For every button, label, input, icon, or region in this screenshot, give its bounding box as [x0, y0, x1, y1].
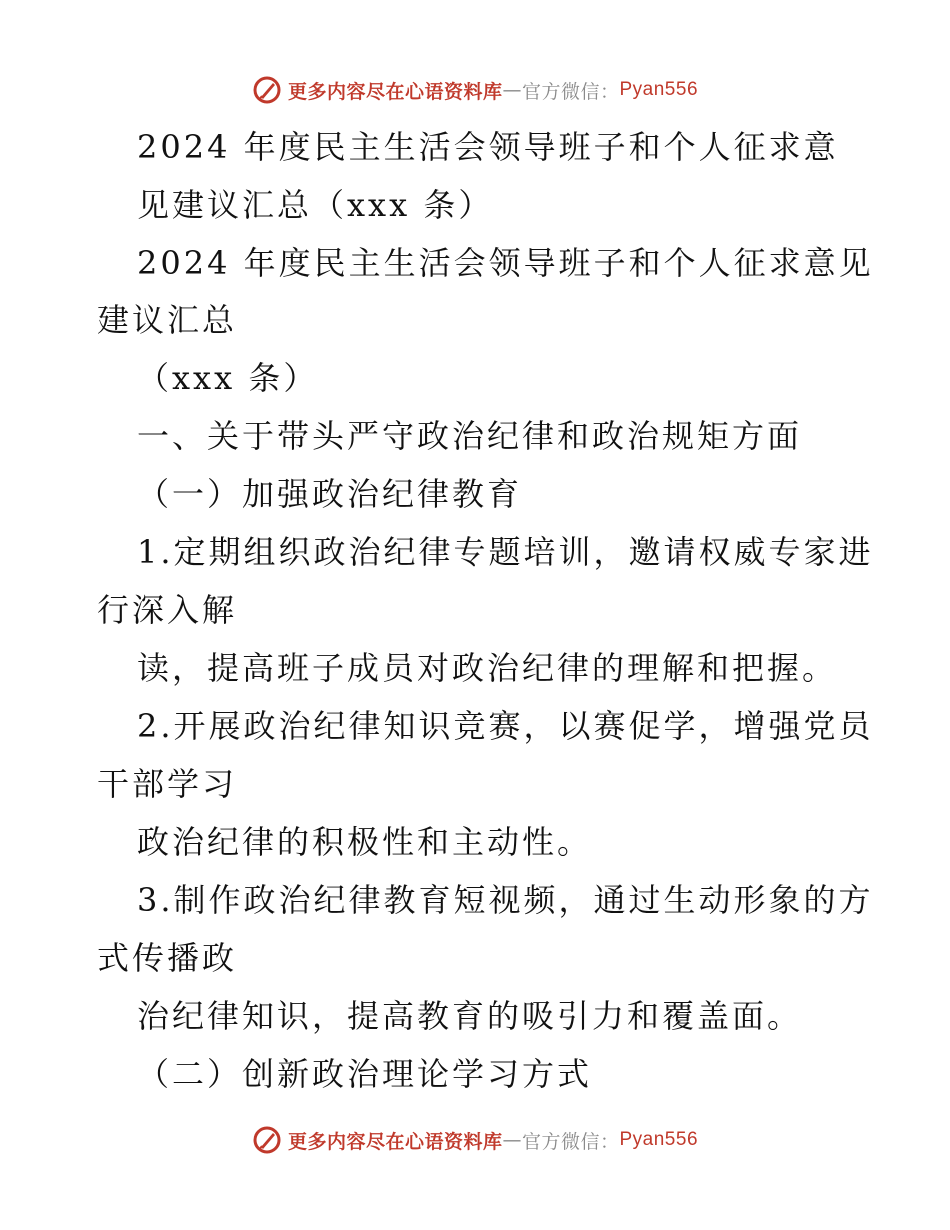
quill-logo-icon [252, 75, 282, 105]
doc-subtitle-line-1: 2024 年度民主生活会领导班子和个人征求意见 [137, 244, 874, 282]
quill-logo-icon [252, 1125, 282, 1155]
item-2-line-2: 干部学习 [97, 765, 238, 803]
item-1-line-2: 行深入解 [97, 591, 238, 629]
item-1-line-3: 读，提高班子成员对政治纪律的理解和把握。 [137, 649, 838, 687]
header-watermark [0, 70, 950, 110]
watermark-label: 官方微信： [521, 1130, 620, 1153]
watermark-separator: — [502, 1129, 522, 1151]
doc-title-line-2: 见建议汇总（xxx 条） [137, 186, 494, 224]
watermark-separator: — [502, 79, 522, 101]
watermark-handle: Pyan556 [619, 1129, 699, 1150]
watermark-label: 官方微信： [521, 80, 620, 103]
watermark-text: 更多内容尽在心语资料库 [287, 1130, 503, 1153]
doc-subtitle-count: （xxx 条） [137, 359, 319, 397]
subsection-heading-1: （一）加强政治纪律教育 [137, 475, 523, 513]
subsection-heading-2: （二）创新政治理论学习方式 [137, 1055, 593, 1093]
watermark-text: 更多内容尽在心语资料库 [287, 80, 503, 103]
doc-subtitle-line-2: 建议汇总 [97, 301, 238, 339]
item-2-line-1: 2.开展政治纪律知识竞赛，以赛促学，增强党员 [137, 707, 874, 745]
footer-watermark [0, 1120, 950, 1160]
section-heading: 一、关于带头严守政治纪律和政治规矩方面 [137, 417, 803, 455]
item-3-line-2: 式传播政 [97, 939, 238, 977]
item-3-line-3: 治纪律知识，提高教育的吸引力和覆盖面。 [137, 997, 803, 1035]
item-1-line-1: 1.定期组织政治纪律专题培训，邀请权威专家进 [137, 533, 874, 571]
watermark-handle: Pyan556 [619, 79, 699, 100]
item-2-line-3: 政治纪律的积极性和主动性。 [137, 823, 593, 861]
doc-title-line-1: 2024 年度民主生活会领导班子和个人征求意 [137, 128, 839, 166]
item-3-line-1: 3.制作政治纪律教育短视频，通过生动形象的方 [137, 881, 874, 919]
